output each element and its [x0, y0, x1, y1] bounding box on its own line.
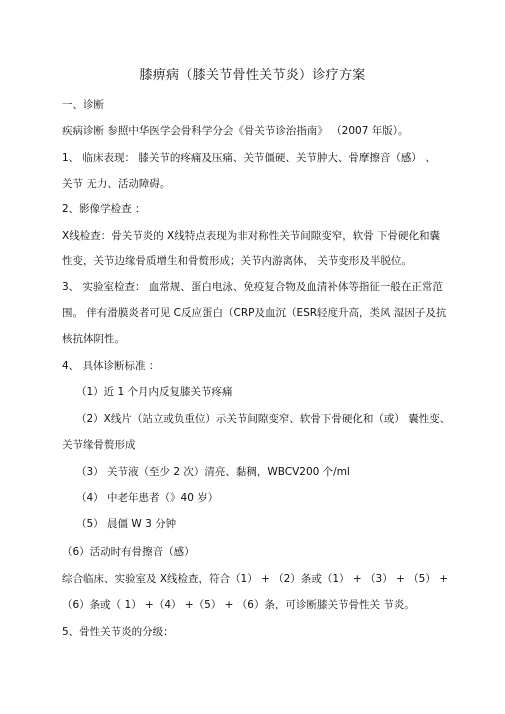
text-line: 性变，关节边缘骨质增生和骨赘形成；关节内游离体， 关节变形及半脱位。 [62, 255, 412, 267]
section-heading: 一、诊断 [62, 99, 104, 111]
text-line: 疾病诊断 参照中华医学会骨科学分会《骨关节诊治指南》 （2007 年版）。 [62, 125, 409, 137]
text-line: （4） 中老年患者（》40 岁） [76, 492, 219, 504]
page-title: 膝痹病（膝关节骨性关节炎）诊疗方案 [139, 68, 366, 83]
text-line: 4、 具体诊断标准 ： [62, 360, 160, 372]
text-line: （1）近 1 个月内反复膝关节疼痛 [76, 386, 233, 398]
text-line: （2）X线片（站立或负重位）示关节间隙变窄、软骨下骨硬化和（或） 囊性变、 [76, 413, 451, 425]
text-line: （5） 晨僵 W 3 分钟 [76, 518, 177, 530]
text-line: 1、 临床表现： 膝关节的疼痛及压痛、关节僵硬、关节肿大、骨摩擦音（感） 、 [62, 152, 436, 164]
text-line: 5、骨性关节炎的分级： [62, 626, 174, 638]
text-line: （3） 关节液（至少 2 次）清亮、黏稠，WBCV200 个/ml [76, 466, 350, 478]
text-line: （6）条或（ 1） +（4） +（5） + （6）条，可诊断膝关节骨性关 节炎。 [62, 599, 415, 611]
text-line: X线检查：骨关节炎的 X线特点表现为非对称性关节间隙变窄，软骨 下骨硬化和囊 [62, 230, 441, 242]
text-line: 关节缘骨赘形成 [62, 439, 136, 451]
text-line: 关节 无力、活动障碍。 [62, 178, 171, 190]
text-line: 围。 伴有滑膜炎者可见 C反应蛋白（CRP及血沉（ESR轻度升高，类风 湿因子及抗 [62, 307, 447, 319]
text-line: 3、 实验室检查： 血常规、蛋白电泳、免疫复合物及血清补体等指征一般在正常范 [62, 281, 443, 293]
text-line: 2、影像学检查 ： [62, 203, 146, 215]
text-line: （6）活动时有骨擦音（感） [62, 546, 195, 558]
text-line: 核抗体阴性。 [62, 333, 125, 345]
text-line: 综合临床、实验室及 X线检查，符合（1） + （2）条或（1） + （3） + （5） + [62, 573, 448, 585]
